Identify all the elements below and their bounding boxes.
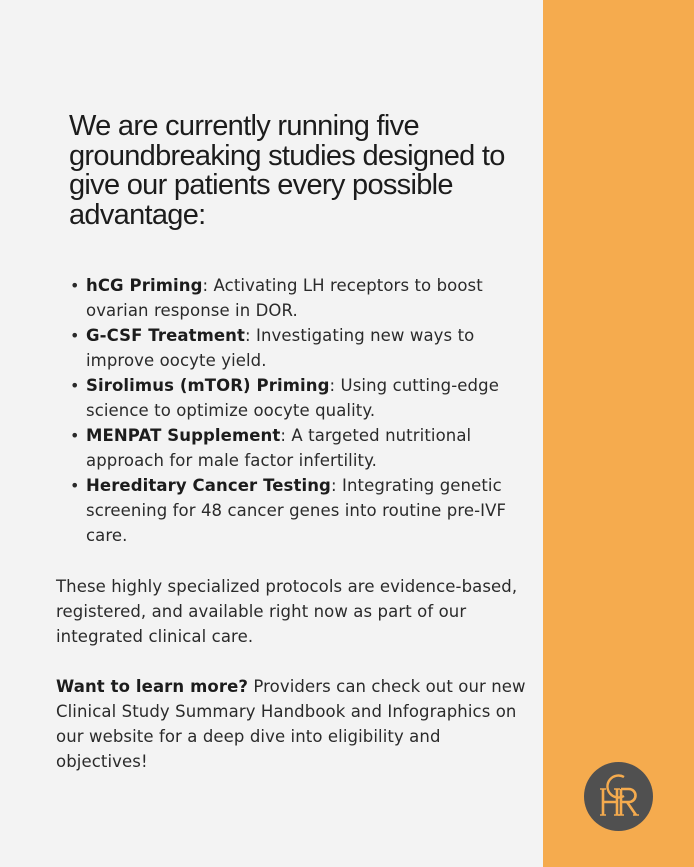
study-description: : Activating LH receptors to boost ovarian response in DOR.: [86, 276, 483, 320]
list-item: [70, 473, 520, 548]
bullet-icon: •: [70, 476, 80, 495]
bullet-icon: •: [70, 276, 80, 295]
bullet-icon: •: [70, 426, 80, 445]
study-description: : A targeted nutritional approach for male factor infertility.: [86, 426, 472, 470]
study-description: : Integrating genetic screening for 48 cancer genes into routine pre-IVF care.: [86, 476, 507, 545]
chr-monogram-logo: [584, 762, 653, 831]
list-item: [70, 323, 520, 373]
accent-sidebar: [543, 0, 694, 867]
study-name: MENPAT Supplement: [86, 426, 281, 445]
study-name: Sirolimus (mTOR) Priming: [86, 376, 330, 395]
study-name: hCG Priming: [86, 276, 203, 295]
list-item: [70, 373, 520, 423]
study-description: : Investigating new ways to improve oocyte yield.: [86, 326, 475, 370]
headline: We are currently running five groundbreaking studies designed to give our patients every possible advantage:: [69, 110, 505, 231]
cta-lead: Want to learn more?: [56, 677, 249, 696]
study-name: Hereditary Cancer Testing: [86, 476, 331, 495]
list-item: [70, 423, 520, 473]
bullet-icon: •: [70, 376, 80, 395]
study-name: G-CSF Treatment: [86, 326, 246, 345]
cta-body: Providers can check out our new Clinical Study Summary Handbook and Infographics on our website for a deep dive into eligibility and objectives!: [56, 677, 526, 771]
study-list: [70, 273, 520, 548]
bullet-icon: •: [70, 326, 80, 345]
cta-paragraph: [56, 674, 531, 774]
list-item: [70, 273, 520, 323]
study-description: : Using cutting-edge science to optimize oocyte quality.: [86, 376, 499, 420]
protocols-paragraph: These highly specialized protocols are evidence-based, registered, and available right now as part of our integrated clinical care.: [56, 577, 518, 646]
